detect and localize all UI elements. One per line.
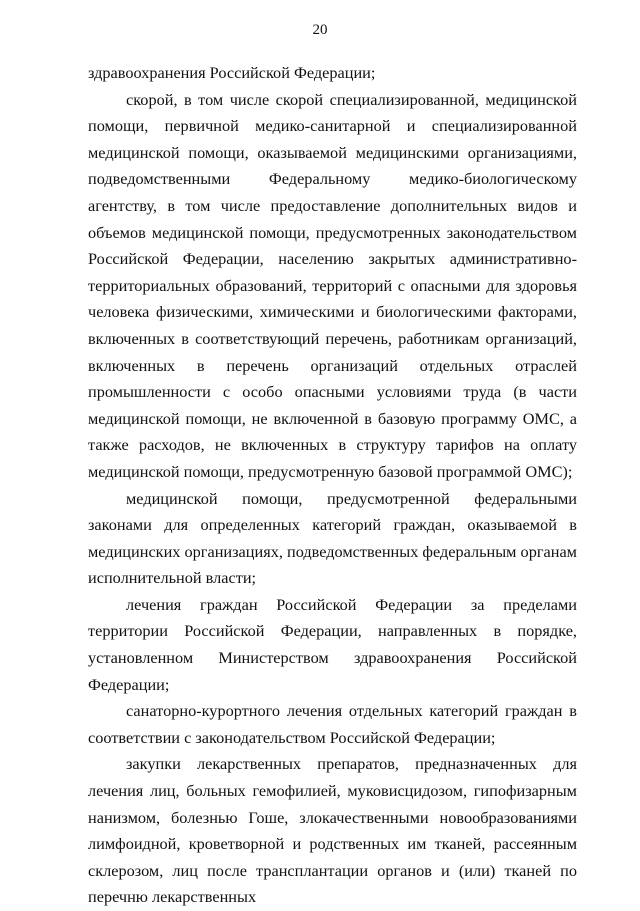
paragraph: закупки лекарственных препаратов, предназначенных для лечения лиц, больных гемофилией, муковисцидозом, гипофизарным нанизмом, болезнью Гоше, злокачественными новообразованиями лимфоидной, кроветворной и родственных им тканей, рассеянным склерозом, лиц после трансплантации органов и (или) тканей по перечню лекарственных [88,754,577,907]
paragraph: лечения граждан Российской Федерации за пределами территории Российской Федерации, направленных в порядке, установленном Министерством здравоохранения Российской Федерации; [88,594,577,694]
body-text [88,60,577,911]
paragraph: санаторно-курортного лечения отдельных категорий граждан в соответствии с законодательством Российской Федерации; [88,701,577,747]
paragraph: здравоохранения Российской Федерации; [88,63,376,82]
page-number: 20 [312,22,328,38]
paragraph: медицинской помощи, предусмотренной федеральными законами для определенных категорий граждан, оказываемой в медицинских организациях, подведомственных федеральным органам исполнительной власти; [88,488,577,588]
paragraph: скорой, в том числе скорой специализированной, медицинской помощи, первичной медико-санитарной и специализированной медицинской помощи, оказываемой медицинскими организациями, подведомственными Федеральному медико-биологическому агентству, в том числе предоставление дополнительных видов и объемов медицинской помощи, предусмотренных законодательством Российской Федерации, населению закрытых административно-территориальных образований, территорий с опасными для здоровья человека физическими, химическими и биологическими факторами, включенных в соответствующий перечень, работникам организаций, включенных в перечень организаций отдельных отраслей промышленности с особо опасными условиями труда (в части медицинской помощи, не включенной в базовую программу ОМС, а также расходов, не включенных в структуру тарифов на оплату медицинской помощи, предусмотренную базовой программой ОМС); [88,89,577,481]
